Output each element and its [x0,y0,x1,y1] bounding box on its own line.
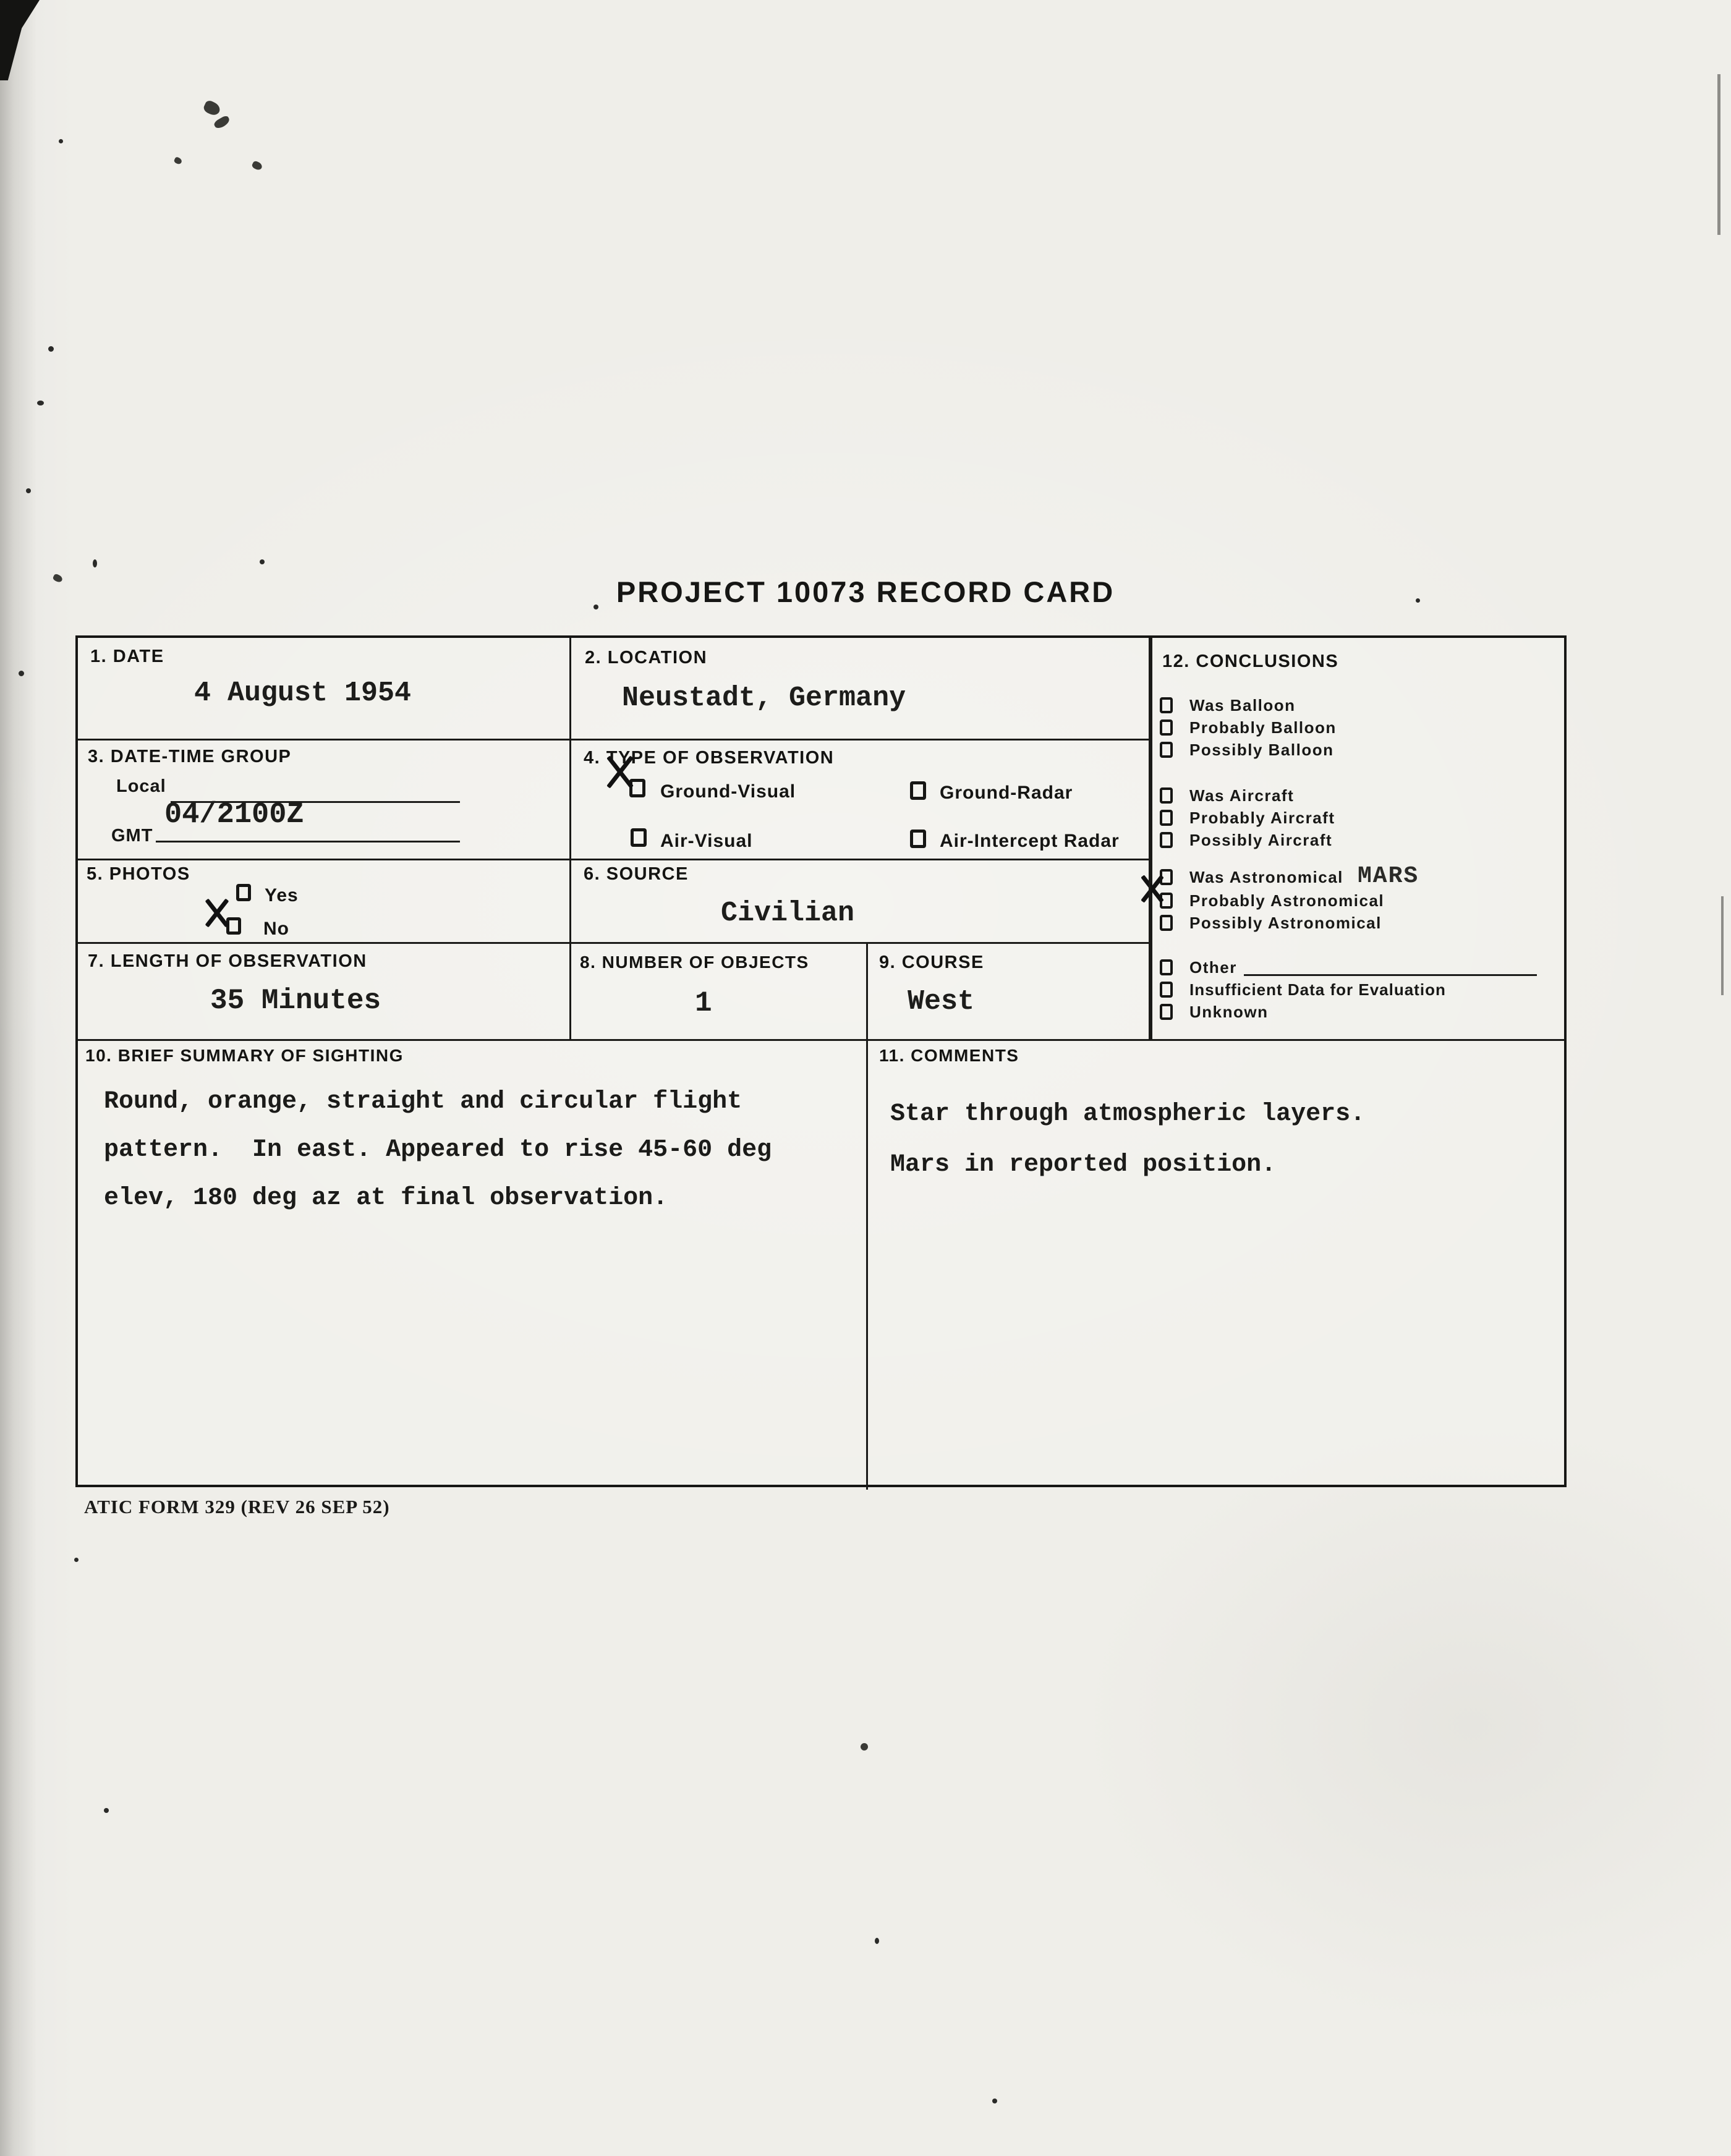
checkbox [1160,787,1173,804]
conclusion-label: Probably Balloon [1189,718,1337,737]
location-value: Neustadt, Germany [622,682,906,714]
box-date-label: 1. DATE [90,647,164,666]
ink-speck [202,99,222,117]
checkbox [236,884,251,901]
box-course-label: 9. COURSE [879,953,984,972]
box-number-of-objects [571,944,868,1041]
box-type-of-observation [571,741,1150,860]
checkbox [631,828,647,847]
conclusion-label: Was Astronomical [1189,868,1343,886]
conclusion-item [1152,718,1565,739]
checkbox [629,779,645,797]
summary-line: elev, 180 deg az at final observation. [104,1184,668,1212]
checkbox [1160,742,1173,758]
checkbox [910,830,926,848]
ink-speck [173,156,182,165]
box-length-of-observation [78,944,571,1041]
box-date [78,638,571,741]
ink-speck [992,2099,997,2103]
dtg-local-label: Local [116,776,166,796]
conclusion-item [1152,741,1565,762]
scan-corner-mark [0,0,40,80]
type-obs-option-label: Ground-Visual [660,781,796,802]
conclusion-label: Was Balloon [1189,696,1296,715]
conclusion-item [1152,786,1565,807]
comments-text [890,1089,1365,1190]
ink-speck [37,401,44,405]
conclusion-label: Unknown [1189,1003,1269,1021]
record-card [75,635,1567,1487]
type-obs-option-label: Air-Intercept Radar [940,831,1120,851]
ink-speck [104,1808,109,1813]
ink-speck [26,488,31,493]
checkbox [1160,915,1173,931]
box-course [868,944,1150,1041]
gmt-value: 04/2100Z [164,799,304,831]
checkbox [1160,719,1173,736]
checkbox [1160,982,1173,998]
box-location-label: 2. LOCATION [585,648,708,668]
ink-speck [213,114,231,130]
box-type-obs-label: 4. TYPE OF OBSERVATION [584,748,835,768]
conclusion-label: Insufficient Data for Evaluation [1189,980,1446,999]
scan-edge-streak [1721,896,1724,995]
box-comments [868,1041,1564,1490]
checkbox [226,917,241,935]
ink-speck [875,1938,879,1944]
num-objects-value: 1 [695,987,712,1019]
ink-speck [48,346,54,352]
box-source-label: 6. SOURCE [584,864,689,884]
checkbox [1160,1004,1173,1020]
conclusion-label: Other [1189,958,1237,977]
comments-line: Mars in reported position. [890,1151,1277,1179]
conclusion-item [1152,980,1565,1001]
box-source [571,860,1150,944]
type-obs-option-label: Ground-Radar [940,783,1073,803]
checkbox [1160,893,1173,909]
photos-option-label: No [263,919,289,939]
box-conclusions-label: 12. CONCLUSIONS [1162,651,1339,671]
conclusion-label: Probably Astronomical [1189,891,1385,910]
checkbox [1160,697,1173,713]
checkbox [1160,810,1173,826]
checkbox [1160,959,1173,975]
ink-speck [859,1742,869,1752]
conclusion-item [1152,914,1565,935]
ink-speck [59,139,63,143]
box-comments-label: 11. COMMENTS [879,1046,1019,1065]
conclusion-item [1152,808,1565,830]
summary-text [104,1078,772,1223]
conclusion-label: Was Aircraft [1189,786,1295,805]
course-value: West [908,986,975,1017]
length-obs-value: 35 Minutes [210,985,381,1017]
box-location [571,638,1150,741]
conclusion-label: Possibly Balloon [1189,741,1334,759]
conclusion-item [1152,831,1565,852]
scan-edge-streak [1717,74,1720,235]
box-summary-label: 10. BRIEF SUMMARY OF SIGHTING [85,1046,404,1065]
box-num-objects-label: 8. NUMBER OF OBJECTS [580,953,809,972]
dtg-gmt-label: GMT [111,826,153,846]
box-conclusions [1150,638,1565,1041]
source-value: Civilian [721,898,855,929]
box-length-obs-label: 7. LENGTH OF OBSERVATION [88,951,367,971]
box-brief-summary [78,1041,868,1490]
box-photos [78,860,571,944]
ink-speck [74,1558,79,1562]
ink-speck [251,160,263,171]
type-obs-option-label: Air-Visual [660,831,753,851]
conclusion-item [1152,891,1565,912]
box-date-time-group [78,741,571,860]
checkbox [910,781,926,800]
conclusion-label: Possibly Astronomical [1189,914,1382,932]
conclusion-item [1152,696,1565,717]
other-blank-line [1244,956,1537,976]
box-photos-label: 5. PHOTOS [87,864,190,884]
summary-line: Round, orange, straight and circular flight [104,1088,742,1116]
conclusion-item [1152,958,1565,979]
conclusion-item [1152,863,1565,889]
page-title: PROJECT 10073 RECORD CARD [616,575,1115,608]
ink-speck [260,559,265,564]
form-id: ATIC FORM 329 (REV 26 SEP 52) [84,1496,390,1517]
mars-annotation: MARS [1358,863,1419,889]
ink-speck [93,559,97,567]
date-value: 4 August 1954 [194,677,412,709]
conclusion-item [1152,1003,1565,1024]
summary-line: pattern. In east. Appeared to rise 45-60 deg [104,1136,772,1164]
photos-option-label: Yes [265,885,299,906]
gmt-line [156,818,460,842]
ink-speck [19,671,24,676]
checkbox [1160,832,1173,848]
conclusion-label: Possibly Aircraft [1189,831,1333,849]
conclusion-label: Probably Aircraft [1189,808,1335,827]
box-dtg-label: 3. DATE-TIME GROUP [88,747,292,766]
comments-line: Star through atmospheric layers. [890,1100,1366,1128]
